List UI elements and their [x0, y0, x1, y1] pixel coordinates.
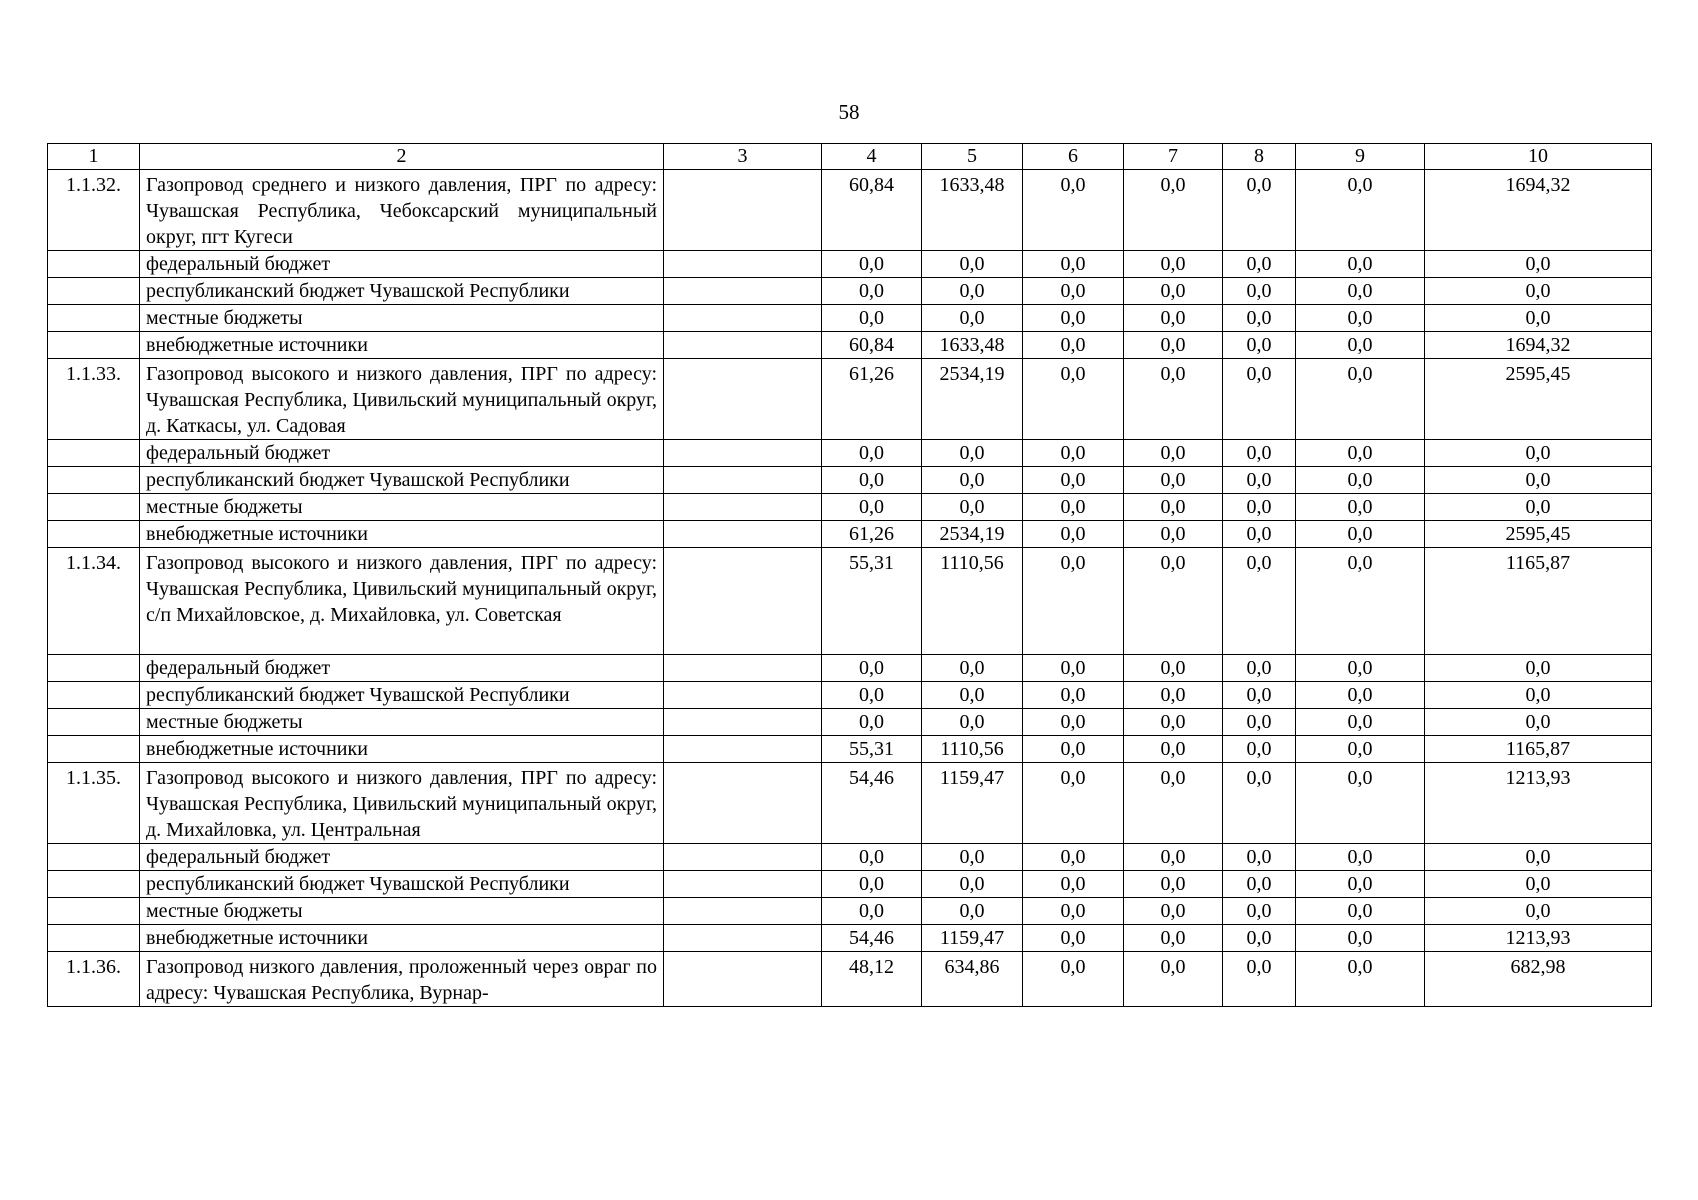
- value-cell: 0,0: [1296, 278, 1425, 305]
- empty-cell: [664, 871, 822, 898]
- value-cell: 0,0: [1124, 305, 1223, 332]
- value-cell: 0,0: [1223, 844, 1296, 871]
- value-cell: 0,0: [1425, 305, 1652, 332]
- funding-source-row: [48, 467, 1652, 494]
- value-cell: 0,0: [922, 251, 1023, 278]
- funding-source-row: [48, 332, 1652, 359]
- empty-cell: [664, 952, 822, 1007]
- value-cell: 0,0: [1124, 521, 1223, 548]
- value-cell: 0,0: [1223, 709, 1296, 736]
- funding-source-label: внебюджетные источники: [140, 925, 664, 952]
- value-cell: 0,0: [1223, 871, 1296, 898]
- value-cell: 0,0: [1425, 898, 1652, 925]
- empty-cell: [664, 763, 822, 844]
- column-number-cell: 3: [664, 144, 822, 170]
- value-cell: 0,0: [1223, 655, 1296, 682]
- value-cell: 1110,56: [922, 736, 1023, 763]
- value-cell: 0,0: [1296, 655, 1425, 682]
- value-cell: 0,0: [1296, 925, 1425, 952]
- value-cell: 54,46: [822, 763, 922, 844]
- empty-cell: [48, 844, 140, 871]
- empty-cell: [664, 925, 822, 952]
- value-cell: 0,0: [1124, 763, 1223, 844]
- value-cell: 61,26: [822, 521, 922, 548]
- funding-source-label: внебюджетные источники: [140, 521, 664, 548]
- empty-cell: [48, 521, 140, 548]
- value-cell: 0,0: [1296, 763, 1425, 844]
- value-cell: 0,0: [1296, 548, 1425, 655]
- empty-cell: [664, 682, 822, 709]
- empty-cell: [664, 332, 822, 359]
- value-cell: 0,0: [922, 871, 1023, 898]
- value-cell: 2534,19: [922, 359, 1023, 440]
- value-cell: 0,0: [1223, 305, 1296, 332]
- empty-cell: [664, 440, 822, 467]
- column-number-cell: 2: [140, 144, 664, 170]
- value-cell: 0,0: [1425, 655, 1652, 682]
- empty-cell: [664, 170, 822, 251]
- value-cell: 1694,32: [1425, 332, 1652, 359]
- value-cell: 0,0: [1425, 871, 1652, 898]
- value-cell: 0,0: [922, 494, 1023, 521]
- empty-cell: [664, 467, 822, 494]
- empty-cell: [664, 844, 822, 871]
- column-number-cell: 5: [922, 144, 1023, 170]
- funding-source-row: [48, 655, 1652, 682]
- value-cell: 1110,56: [922, 548, 1023, 655]
- value-cell: 0,0: [1023, 736, 1124, 763]
- value-cell: 0,0: [822, 682, 922, 709]
- value-cell: 0,0: [1023, 251, 1124, 278]
- value-cell: 0,0: [1023, 925, 1124, 952]
- value-cell: 0,0: [922, 709, 1023, 736]
- empty-cell: [48, 305, 140, 332]
- value-cell: 0,0: [1023, 871, 1124, 898]
- value-cell: 0,0: [1425, 494, 1652, 521]
- value-cell: 0,0: [1023, 655, 1124, 682]
- value-cell: 0,0: [1223, 251, 1296, 278]
- funding-source-row: [48, 871, 1652, 898]
- funding-source-label: республиканский бюджет Чувашской Республики: [140, 682, 664, 709]
- funding-source-row: [48, 305, 1652, 332]
- value-cell: 0,0: [1124, 682, 1223, 709]
- value-cell: 0,0: [1425, 467, 1652, 494]
- funding-source-row: [48, 736, 1652, 763]
- value-cell: 0,0: [1023, 548, 1124, 655]
- item-code: 1.1.35.: [48, 763, 140, 844]
- value-cell: 0,0: [1223, 332, 1296, 359]
- value-cell: 0,0: [1296, 170, 1425, 251]
- project-row: [48, 763, 1652, 844]
- value-cell: 0,0: [1124, 278, 1223, 305]
- value-cell: 0,0: [1023, 682, 1124, 709]
- value-cell: 0,0: [1023, 170, 1124, 251]
- value-cell: 0,0: [922, 278, 1023, 305]
- value-cell: 0,0: [1223, 467, 1296, 494]
- column-number-cell: 1: [48, 144, 140, 170]
- empty-cell: [664, 521, 822, 548]
- value-cell: 0,0: [1023, 467, 1124, 494]
- value-cell: 0,0: [1425, 709, 1652, 736]
- value-cell: 0,0: [1223, 763, 1296, 844]
- empty-cell: [48, 682, 140, 709]
- funding-source-label: федеральный бюджет: [140, 440, 664, 467]
- value-cell: 0,0: [1425, 278, 1652, 305]
- value-cell: 0,0: [1124, 467, 1223, 494]
- empty-cell: [48, 440, 140, 467]
- value-cell: 0,0: [1425, 251, 1652, 278]
- funding-source-label: внебюджетные источники: [140, 736, 664, 763]
- value-cell: 0,0: [1296, 359, 1425, 440]
- value-cell: 0,0: [1023, 898, 1124, 925]
- value-cell: 0,0: [922, 305, 1023, 332]
- funding-source-row: [48, 251, 1652, 278]
- value-cell: 0,0: [1124, 332, 1223, 359]
- funding-source-row: [48, 709, 1652, 736]
- value-cell: 0,0: [1223, 682, 1296, 709]
- value-cell: 54,46: [822, 925, 922, 952]
- value-cell: 0,0: [822, 251, 922, 278]
- value-cell: 1165,87: [1425, 736, 1652, 763]
- item-name: Газопровод высокого и низкого давления, ПРГ по адресу: Чувашская Республика, Цивильский муниципальный округ, д. Каткасы, ул. Садовая: [140, 359, 664, 440]
- value-cell: 0,0: [1296, 251, 1425, 278]
- funding-source-label: республиканский бюджет Чувашской Республики: [140, 871, 664, 898]
- value-cell: 0,0: [1023, 952, 1124, 1007]
- funding-source-row: [48, 898, 1652, 925]
- value-cell: 0,0: [922, 655, 1023, 682]
- funding-source-label: местные бюджеты: [140, 305, 664, 332]
- empty-cell: [664, 898, 822, 925]
- empty-cell: [48, 655, 140, 682]
- value-cell: 0,0: [1223, 521, 1296, 548]
- value-cell: 0,0: [1023, 844, 1124, 871]
- value-cell: 0,0: [822, 278, 922, 305]
- value-cell: 2595,45: [1425, 521, 1652, 548]
- value-cell: 0,0: [1023, 709, 1124, 736]
- value-cell: 0,0: [1023, 278, 1124, 305]
- value-cell: 0,0: [1023, 494, 1124, 521]
- funding-table: [47, 143, 1652, 1007]
- column-number-cell: 7: [1124, 144, 1223, 170]
- funding-source-row: [48, 494, 1652, 521]
- value-cell: 0,0: [922, 844, 1023, 871]
- value-cell: 0,0: [1023, 332, 1124, 359]
- value-cell: 1159,47: [922, 925, 1023, 952]
- page-number: 58: [838, 100, 860, 124]
- value-cell: 0,0: [1124, 709, 1223, 736]
- empty-cell: [664, 251, 822, 278]
- value-cell: 0,0: [1023, 763, 1124, 844]
- value-cell: 60,84: [822, 170, 922, 251]
- empty-cell: [48, 871, 140, 898]
- item-code: 1.1.32.: [48, 170, 140, 251]
- item-code: 1.1.36.: [48, 952, 140, 1007]
- value-cell: 0,0: [1223, 278, 1296, 305]
- item-name: Газопровод высокого и низкого давления, ПРГ по адресу: Чувашская Республика, Цивильский муниципальный округ, д. Михайловка, ул. Центральная: [140, 763, 664, 844]
- value-cell: 2595,45: [1425, 359, 1652, 440]
- funding-source-row: [48, 440, 1652, 467]
- value-cell: 1213,93: [1425, 763, 1652, 844]
- value-cell: 0,0: [1023, 521, 1124, 548]
- value-cell: 0,0: [922, 467, 1023, 494]
- value-cell: 0,0: [922, 682, 1023, 709]
- value-cell: 0,0: [1425, 844, 1652, 871]
- column-number-header-row: [48, 144, 1652, 170]
- item-code: 1.1.34.: [48, 548, 140, 655]
- project-row: [48, 548, 1652, 655]
- funding-source-label: местные бюджеты: [140, 494, 664, 521]
- column-number-cell: 9: [1296, 144, 1425, 170]
- project-row: [48, 952, 1652, 1007]
- empty-cell: [48, 467, 140, 494]
- item-name: Газопровод низкого давления, проложенный через овраг по адресу: Чувашская Республика, Вурнар-: [140, 952, 664, 1007]
- project-row: [48, 170, 1652, 251]
- column-number-cell: 4: [822, 144, 922, 170]
- empty-cell: [664, 709, 822, 736]
- empty-cell: [664, 655, 822, 682]
- value-cell: 0,0: [1223, 548, 1296, 655]
- value-cell: 0,0: [1124, 898, 1223, 925]
- value-cell: 0,0: [822, 871, 922, 898]
- value-cell: 0,0: [822, 305, 922, 332]
- funding-source-row: [48, 925, 1652, 952]
- value-cell: 0,0: [1296, 494, 1425, 521]
- value-cell: 2534,19: [922, 521, 1023, 548]
- value-cell: 0,0: [1223, 736, 1296, 763]
- funding-source-label: республиканский бюджет Чувашской Республики: [140, 278, 664, 305]
- funding-source-label: республиканский бюджет Чувашской Республики: [140, 467, 664, 494]
- value-cell: 0,0: [1124, 548, 1223, 655]
- column-number-cell: 10: [1425, 144, 1652, 170]
- empty-cell: [48, 709, 140, 736]
- value-cell: 0,0: [822, 655, 922, 682]
- value-cell: 48,12: [822, 952, 922, 1007]
- empty-cell: [48, 898, 140, 925]
- value-cell: 0,0: [1124, 952, 1223, 1007]
- funding-source-row: [48, 844, 1652, 871]
- value-cell: 60,84: [822, 332, 922, 359]
- value-cell: 1633,48: [922, 170, 1023, 251]
- value-cell: 634,86: [922, 952, 1023, 1007]
- item-code: 1.1.33.: [48, 359, 140, 440]
- value-cell: 0,0: [1124, 251, 1223, 278]
- column-number-cell: 6: [1023, 144, 1124, 170]
- funding-source-label: местные бюджеты: [140, 898, 664, 925]
- empty-cell: [664, 305, 822, 332]
- item-name: Газопровод среднего и низкого давления, ПРГ по адресу: Чувашская Республика, Чебоксарский муниципальный округ, пгт Кугеси: [140, 170, 664, 251]
- funding-source-row: [48, 521, 1652, 548]
- value-cell: 0,0: [822, 844, 922, 871]
- value-cell: 55,31: [822, 548, 922, 655]
- value-cell: 0,0: [822, 494, 922, 521]
- value-cell: 0,0: [1223, 494, 1296, 521]
- value-cell: 0,0: [1124, 494, 1223, 521]
- value-cell: 0,0: [1296, 952, 1425, 1007]
- value-cell: 0,0: [922, 440, 1023, 467]
- funding-source-label: федеральный бюджет: [140, 844, 664, 871]
- value-cell: 0,0: [1296, 898, 1425, 925]
- value-cell: 0,0: [922, 898, 1023, 925]
- value-cell: 0,0: [1023, 359, 1124, 440]
- project-row: [48, 359, 1652, 440]
- value-cell: 0,0: [1296, 521, 1425, 548]
- value-cell: 1694,32: [1425, 170, 1652, 251]
- value-cell: 0,0: [1296, 871, 1425, 898]
- column-number-cell: 8: [1223, 144, 1296, 170]
- value-cell: 1159,47: [922, 763, 1023, 844]
- funding-source-label: федеральный бюджет: [140, 251, 664, 278]
- value-cell: 0,0: [1124, 440, 1223, 467]
- value-cell: 0,0: [1296, 736, 1425, 763]
- value-cell: 0,0: [1223, 440, 1296, 467]
- value-cell: 0,0: [1124, 925, 1223, 952]
- item-name: Газопровод высокого и низкого давления, ПРГ по адресу: Чувашская Республика, Цивильский муниципальный округ, с/п Михайловское, д. Михайловка, ул. Советская: [140, 548, 664, 655]
- value-cell: 0,0: [1124, 359, 1223, 440]
- value-cell: 0,0: [1023, 440, 1124, 467]
- empty-cell: [48, 251, 140, 278]
- value-cell: 0,0: [1124, 736, 1223, 763]
- value-cell: 1165,87: [1425, 548, 1652, 655]
- empty-cell: [48, 736, 140, 763]
- value-cell: 0,0: [1425, 682, 1652, 709]
- value-cell: 0,0: [1296, 332, 1425, 359]
- empty-cell: [48, 494, 140, 521]
- value-cell: 0,0: [1223, 170, 1296, 251]
- value-cell: 1213,93: [1425, 925, 1652, 952]
- value-cell: 0,0: [1223, 952, 1296, 1007]
- empty-cell: [664, 736, 822, 763]
- empty-cell: [664, 494, 822, 521]
- value-cell: 0,0: [822, 440, 922, 467]
- value-cell: 1633,48: [922, 332, 1023, 359]
- funding-source-label: местные бюджеты: [140, 709, 664, 736]
- funding-source-row: [48, 278, 1652, 305]
- empty-cell: [664, 278, 822, 305]
- value-cell: 0,0: [1124, 170, 1223, 251]
- value-cell: 0,0: [1296, 709, 1425, 736]
- value-cell: 0,0: [1124, 871, 1223, 898]
- value-cell: 0,0: [1223, 898, 1296, 925]
- funding-source-row: [48, 682, 1652, 709]
- value-cell: 61,26: [822, 359, 922, 440]
- empty-cell: [664, 359, 822, 440]
- empty-cell: [48, 925, 140, 952]
- empty-cell: [48, 278, 140, 305]
- value-cell: 0,0: [822, 898, 922, 925]
- value-cell: 0,0: [1296, 440, 1425, 467]
- value-cell: 682,98: [1425, 952, 1652, 1007]
- value-cell: 0,0: [1023, 305, 1124, 332]
- value-cell: 0,0: [1223, 359, 1296, 440]
- value-cell: 0,0: [1296, 844, 1425, 871]
- value-cell: 0,0: [1296, 467, 1425, 494]
- value-cell: 0,0: [1296, 305, 1425, 332]
- value-cell: 0,0: [1425, 440, 1652, 467]
- funding-source-label: федеральный бюджет: [140, 655, 664, 682]
- value-cell: 0,0: [1296, 682, 1425, 709]
- value-cell: 0,0: [822, 467, 922, 494]
- value-cell: 0,0: [1124, 844, 1223, 871]
- value-cell: 0,0: [1223, 925, 1296, 952]
- empty-cell: [48, 332, 140, 359]
- empty-cell: [664, 548, 822, 655]
- value-cell: 0,0: [1124, 655, 1223, 682]
- value-cell: 0,0: [822, 709, 922, 736]
- value-cell: 55,31: [822, 736, 922, 763]
- funding-source-label: внебюджетные источники: [140, 332, 664, 359]
